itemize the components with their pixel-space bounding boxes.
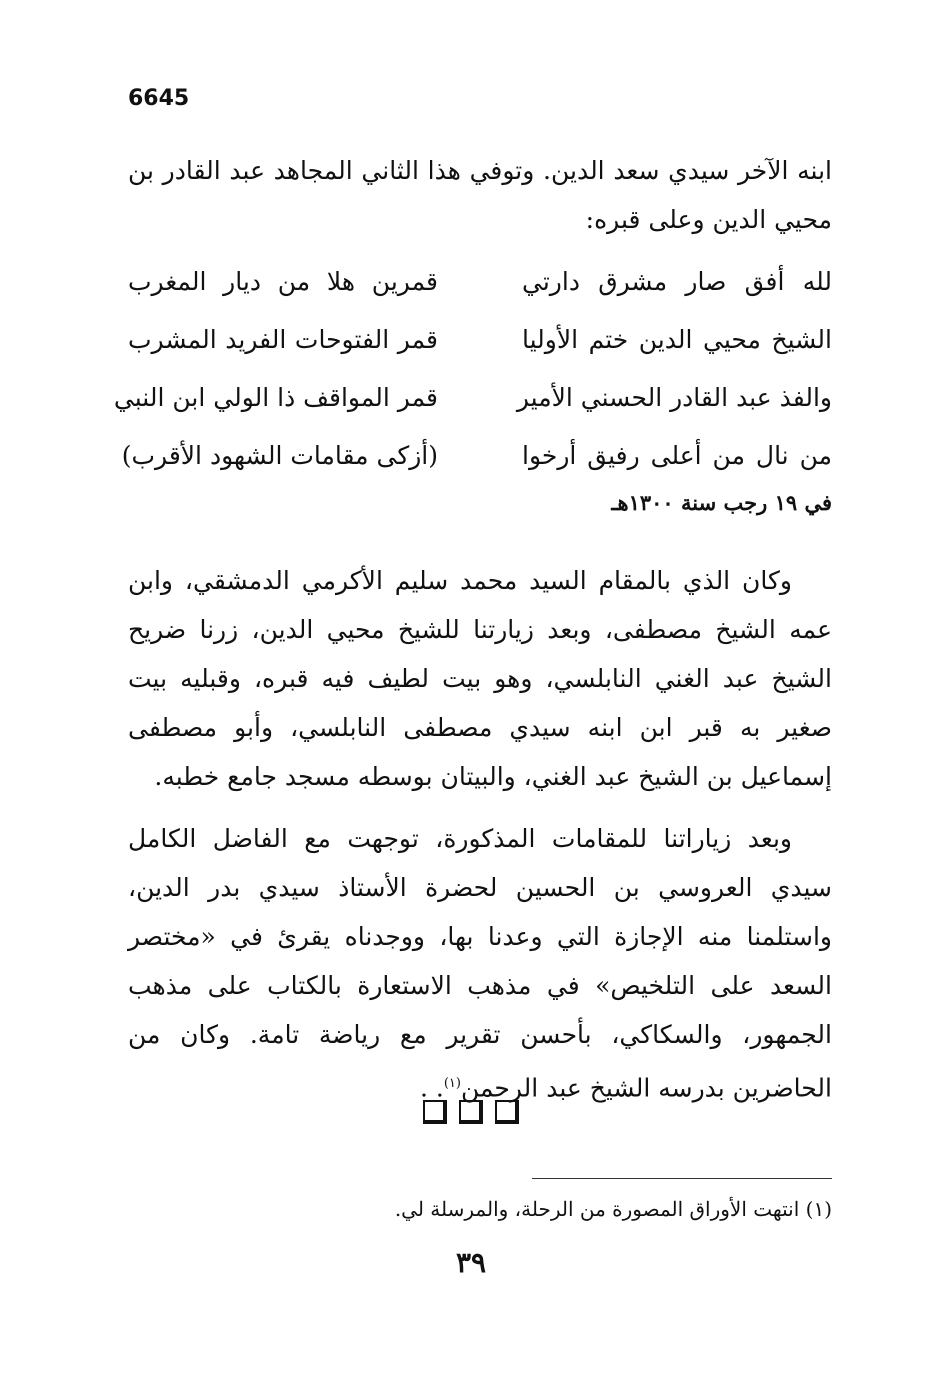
page-id: 6645 xyxy=(128,86,190,111)
paragraph xyxy=(128,814,832,1112)
verse-second-hemistich: قمر الفتوحات الفريد المشرب xyxy=(128,324,438,354)
verse-second-hemistich: قمرين هلا من ديار المغرب xyxy=(128,266,438,296)
page-number: ٣٩ xyxy=(455,1246,487,1279)
poem-verse xyxy=(121,426,832,484)
date-line: في ١٩ رجب سنة ١٣٠٠هـ xyxy=(611,490,832,515)
paragraph-text: وبعد زياراتنا للمقامات المذكورة، توجهت مع الفاضل الكامل سيدي العروسي بن الحسين لحضرة الأستاذ سيدي بدر الدين، واستلمنا منه الإجازة التي وعدنا بها، ووجدناه يقرئ في «مختصر السعد على التلخيص» في مذهب الاستعارة بالكتاب على مذهب الجمهور، والسكاكي، بأحسن تقرير مع رياضة تامة. وكان من الحاضرين بدرسه الشيخ عبد الرحمن xyxy=(128,824,832,1103)
paragraph xyxy=(128,556,832,801)
paragraph-text: وكان الذي بالمقام السيد محمد سليم الأكرمي الدمشقي، وابن عمه الشيخ مصطفى، وبعد زيارتنا للشيخ محيي الدين، زرنا ضريح الشيخ عبد الغني النابلسي، وهو بيت لطيف فيه قبره، وقبليه بيت صغير به قبر ابن ابنه سيدي مصطفى النابلسي، وأبو مصطفى إسماعيل بن الشيخ عبد الغني، والبيتان بوسطه مسجد جامع خطبه. xyxy=(128,566,832,791)
verse-second-hemistich: قمر المواقف ذا الولي ابن النبي xyxy=(113,382,438,412)
square-ornament-icon xyxy=(459,1100,483,1124)
poem xyxy=(113,252,832,484)
square-ornament-icon xyxy=(423,1100,447,1124)
intro-paragraph: ابنه الآخر سيدي سعد الدين. وتوفي هذا الثاني المجاهد عبد القادر بن محيي الدين وعلى قبره: xyxy=(128,156,832,234)
poem-verse xyxy=(128,252,832,310)
poem-verse xyxy=(128,310,832,368)
verse-first-hemistich: والفذ عبد القادر الحسني الأمير xyxy=(516,382,832,412)
poem-verse xyxy=(113,368,832,426)
footnote-divider xyxy=(532,1178,832,1179)
verse-first-hemistich: لله أفق صار مشرق دارتي xyxy=(522,266,832,296)
square-ornament-icon xyxy=(495,1100,519,1124)
verse-first-hemistich: من نال من أعلى رفيق أرخوا xyxy=(522,440,832,470)
footnote-reference[interactable]: (١) xyxy=(443,1076,461,1091)
verse-first-hemistich: الشيخ محيي الدين ختم الأوليا xyxy=(522,324,832,354)
footnote: (١) انتهت الأوراق المصورة من الرحلة، والمرسلة لي. xyxy=(394,1197,832,1221)
verse-second-hemistich: (أزكى مقامات الشهود الأقرب) xyxy=(121,440,438,470)
section-separator xyxy=(0,1100,942,1131)
paragraph-tail: . . xyxy=(419,1073,444,1103)
